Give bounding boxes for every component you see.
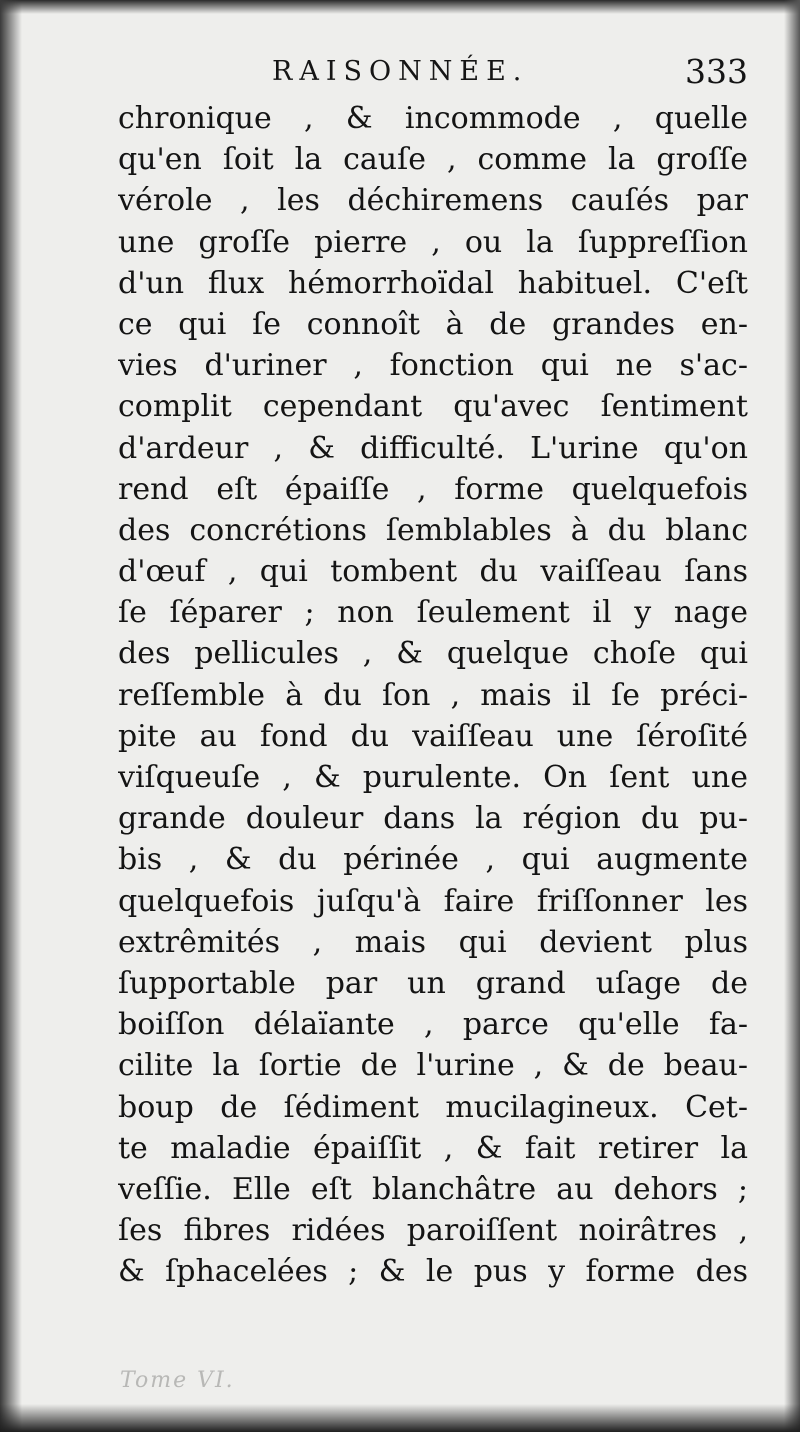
text-line: d'œuf , qui tombent du vaiſſeau ſans [118, 554, 748, 590]
text-line: cilite la ſortie de l'urine , & de beau- [118, 1048, 748, 1084]
text-line: des concrétions ſemblables à du blanc [118, 512, 748, 548]
text-line: grande douleur dans la région du pu- [118, 801, 748, 837]
text-line: & ſphacelées ; & le pus y forme des [118, 1254, 748, 1290]
text-line: reſſemble à du ſon , mais il ſe préci- [118, 677, 748, 713]
running-head: RAISONNÉE. [272, 56, 529, 87]
text-line: ſupportable par un grand uſage de [118, 965, 748, 1001]
text-line: des pellicules , & quelque choſe qui [118, 636, 748, 672]
text-line: qu'en ſoit la cauſe , comme la groſſe [118, 142, 748, 178]
body-text [118, 98, 748, 1292]
text-line: ſe ſéparer ; non ſeulement il y nage [118, 595, 748, 631]
text-line: ce qui ſe connoît à de grandes en- [118, 306, 748, 342]
scan-edge-bottom [0, 1404, 800, 1432]
scan-edge-right [784, 0, 800, 1432]
page-number: 333 [685, 52, 748, 91]
signature-mark: Tome VI. [120, 1368, 235, 1393]
text-line: extrêmités , mais qui devient plus [118, 924, 748, 960]
text-line: bis , & du périnée , qui augmente [118, 842, 748, 878]
text-line: pite au fond du vaiſſeau une ſéroſité [118, 718, 748, 754]
text-line: veſſie. Elle eſt blanchâtre au dehors ; [118, 1171, 748, 1207]
scan-edge-left [0, 0, 22, 1432]
scan-edge-top [0, 0, 800, 14]
text-line: boiſſon délaïante , parce qu'elle fa- [118, 1007, 748, 1043]
page-header [120, 52, 748, 92]
text-line: d'ardeur , & difficulté. L'urine qu'on [118, 430, 748, 466]
text-line: te maladie épaiſſit , & fait retirer la [118, 1130, 748, 1166]
text-line: boup de ſédiment mucilagineux. Cet- [118, 1089, 748, 1125]
text-line: quelquefois juſqu'à faire friſſonner les [118, 883, 748, 919]
text-line: vies d'uriner , fonction qui ne s'ac- [118, 348, 748, 384]
text-line: une groſſe pierre , ou la ſuppreſſion [118, 224, 748, 260]
text-line: complit cependant qu'avec ſentiment [118, 389, 748, 425]
text-line: viſqueuſe , & purulente. On ſent une [118, 760, 748, 795]
text-line: d'un flux hémorrhoïdal habituel. C'eſt [118, 265, 748, 301]
text-line: vérole , les déchiremens cauſés par [118, 183, 748, 219]
text-line: ſes fibres ridées paroiſſent noirâtres , [118, 1213, 748, 1249]
text-line: chronique , & incommode , quelle [118, 101, 748, 136]
text-line: rend eſt épaiſſe , forme quelquefois [118, 471, 748, 507]
